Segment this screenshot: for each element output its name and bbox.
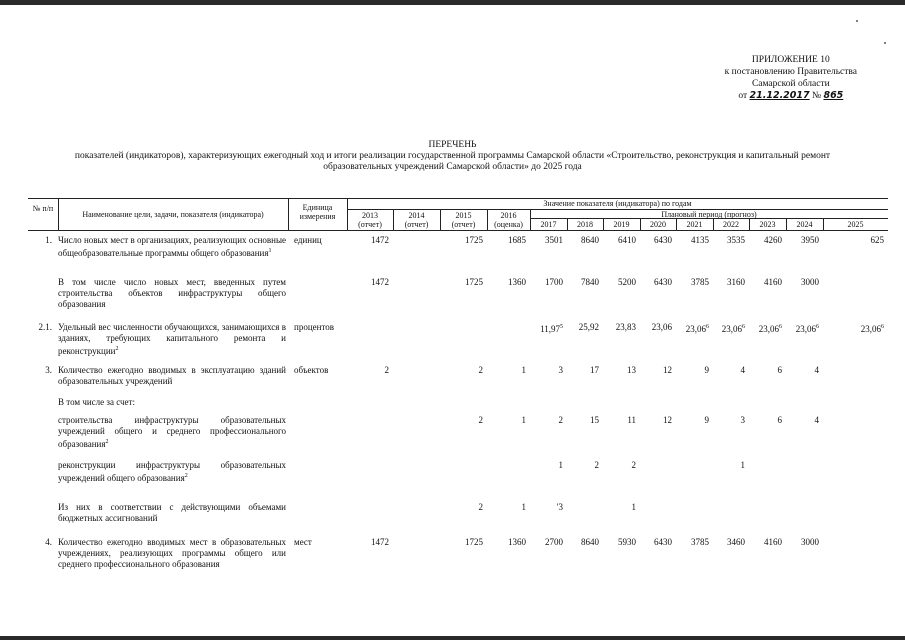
value-text: 4135 (691, 235, 709, 245)
year-header: 2017 (540, 220, 557, 229)
value-text: 3 (558, 365, 563, 375)
value-text: 3535 (727, 235, 745, 245)
indicator-unit: мест (294, 537, 312, 547)
value-text: 2 (558, 415, 563, 425)
indicator-text: В том числе за счет: (58, 397, 135, 407)
indicator-value (640, 365, 672, 376)
scan-speck (856, 20, 858, 22)
row-number: 3. (45, 365, 52, 375)
handwritten-number: 865 (823, 90, 844, 101)
indicator-name (58, 537, 286, 570)
indicator-value (440, 502, 483, 513)
indicator-name (58, 460, 286, 484)
value-footnote-ref: 6 (742, 324, 745, 330)
indicator-value (786, 415, 819, 426)
indicator-value (530, 322, 563, 335)
indicator-value (786, 277, 819, 288)
indicator-value (440, 277, 483, 288)
indicator-value (567, 460, 599, 471)
year-header: 2024 (796, 220, 813, 229)
appendix-region: Самарской области (751, 79, 830, 89)
value-text: 23,06 (758, 324, 779, 334)
indicator-value (713, 235, 745, 246)
indicator-text: Количество ежегодно вводимых в эксплуатацию зданий образовательных учреждений (58, 365, 286, 386)
value-text: 2700 (545, 537, 563, 547)
year-header: 2023 (759, 220, 776, 229)
value-text: 5930 (618, 537, 636, 547)
indicator-value (786, 235, 819, 246)
value-text: 1472 (371, 235, 389, 245)
value-text: 4260 (764, 235, 782, 245)
indicator-value (713, 365, 745, 376)
value-text: 1725 (465, 277, 483, 287)
indicator-name (58, 397, 286, 408)
value-text: 23,83 (615, 322, 636, 332)
value-text: 9 (704, 415, 709, 425)
year-note: (отчет) (404, 220, 429, 229)
indicator-value (640, 277, 672, 288)
value-text: 3785 (691, 277, 709, 287)
indicator-value (487, 277, 526, 288)
value-text: 3501 (545, 235, 563, 245)
value-text: 1 (521, 415, 526, 425)
value-text: 25,92 (578, 322, 599, 332)
value-text: 9 (704, 365, 709, 375)
value-text: 12 (663, 365, 672, 375)
value-text: 1360 (508, 537, 526, 547)
indicator-value (823, 322, 884, 335)
value-text: 2 (384, 365, 389, 375)
value-text: 6 (777, 365, 782, 375)
row-number: 4. (45, 537, 52, 547)
indicator-value (440, 365, 483, 376)
indicator-name (58, 502, 286, 524)
value-text: 23,06 (685, 324, 706, 334)
value-text: 4 (814, 365, 819, 375)
indicator-value (749, 235, 782, 246)
indicator-value (640, 415, 672, 426)
indicator-value (440, 415, 483, 426)
value-footnote-ref: 6 (816, 324, 819, 330)
value-text: 17 (590, 365, 599, 375)
document-title: ПЕРЕЧЕНЬ (428, 140, 477, 150)
value-footnote-ref: 6 (706, 324, 709, 330)
year-header: 2025 (847, 220, 864, 229)
indicator-value (603, 235, 636, 246)
indicator-value (487, 502, 526, 513)
appendix-date-line (725, 90, 857, 102)
indicator-value (713, 460, 745, 471)
value-text: 6410 (618, 235, 636, 245)
indicator-value (567, 277, 599, 288)
document-subtitle-line2: образовательных учреждений Самарской области» до 2025 года (323, 162, 582, 172)
year-header: 2018 (577, 220, 593, 229)
indicator-value (567, 537, 599, 548)
value-text: 6430 (654, 235, 672, 245)
indicator-name (58, 322, 286, 357)
number-prefix: № (812, 91, 822, 101)
value-text: 12 (663, 415, 672, 425)
value-text: '3 (556, 502, 563, 512)
value-text: 15 (590, 415, 599, 425)
indicator-value (676, 415, 709, 426)
value-text: 23,06 (860, 324, 881, 334)
indicator-value (567, 322, 599, 333)
indicator-value (487, 537, 526, 548)
indicator-value (749, 415, 782, 426)
indicator-value (347, 537, 389, 548)
year-header: 2015 (455, 211, 472, 220)
footnote-ref: 1 (268, 248, 272, 254)
indicator-value (347, 235, 389, 246)
value-text: 13 (627, 365, 636, 375)
value-text: 3460 (727, 537, 745, 547)
year-note: (оценка) (494, 220, 523, 229)
year-header: 2021 (686, 220, 703, 229)
value-text: 23,06 (721, 324, 742, 334)
value-text: 2 (631, 460, 636, 470)
row-number: 2.1. (38, 322, 52, 332)
value-text: 1685 (508, 235, 526, 245)
indicator-value (530, 415, 563, 426)
value-text: 1700 (545, 277, 563, 287)
handwritten-date: 21.12.2017 (749, 90, 810, 101)
header-bottom-rule (28, 230, 888, 231)
value-text: 625 (870, 235, 884, 245)
indicator-value (749, 537, 782, 548)
value-text: 1 (631, 502, 636, 512)
header-values: Значение показателя (индикатора) по годам (543, 199, 692, 208)
value-text: 1 (521, 365, 526, 375)
indicator-text: Из них в соответствии с действующими объемами бюджетных ассигнований (58, 502, 286, 523)
value-text: 2 (478, 365, 483, 375)
indicator-value (676, 537, 709, 548)
year-header: 2013 (362, 211, 378, 220)
value-text: 1 (521, 502, 526, 512)
row-number: 1. (45, 235, 52, 245)
value-text: 1725 (465, 537, 483, 547)
value-text: 1472 (371, 277, 389, 287)
value-text: 11,97 (540, 324, 560, 334)
indicator-value (487, 365, 526, 376)
value-text: 3785 (691, 537, 709, 547)
indicator-value (347, 277, 389, 288)
indicator-value (567, 365, 599, 376)
year-header: 2019 (613, 220, 630, 229)
footnote-ref: 2 (105, 439, 109, 445)
indicator-unit: процентов (294, 322, 335, 332)
scan-speck (884, 42, 886, 44)
indicator-value (676, 235, 709, 246)
value-text: 2 (478, 502, 483, 512)
indicator-value (603, 365, 636, 376)
indicator-name (58, 235, 286, 259)
indicator-name (58, 277, 286, 310)
indicator-value (786, 322, 819, 335)
indicator-value (749, 277, 782, 288)
value-text: 3160 (727, 277, 745, 287)
value-text: 3 (740, 415, 745, 425)
value-text: 6 (777, 415, 782, 425)
indicator-value (530, 460, 563, 471)
indicator-value (530, 537, 563, 548)
value-text: 1 (558, 460, 563, 470)
year-header: 2016 (500, 211, 517, 220)
indicator-value (786, 537, 819, 548)
value-text: 8640 (581, 235, 599, 245)
value-text: 6430 (654, 537, 672, 547)
indicator-value (487, 415, 526, 426)
date-prefix: от (738, 91, 748, 101)
value-text: 4160 (764, 537, 782, 547)
appendix-title: ПРИЛОЖЕНИЕ 10 (751, 55, 830, 65)
appendix-decree: к постановлению Правительства (724, 67, 857, 77)
indicator-value (440, 537, 483, 548)
value-footnote-ref: 6 (779, 324, 782, 330)
indicator-value (603, 322, 636, 333)
value-text: 5200 (618, 277, 636, 287)
indicator-value (567, 235, 599, 246)
indicator-value (786, 365, 819, 376)
year-note: (отчет) (451, 220, 476, 229)
year-header: 2020 (650, 220, 666, 229)
value-text: 2 (478, 415, 483, 425)
indicator-value (530, 365, 563, 376)
value-text: 2 (594, 460, 599, 470)
value-text: 4 (814, 415, 819, 425)
indicator-value (530, 502, 563, 513)
header-number: № п/п (32, 204, 54, 213)
header-planned-period: Плановый период (прогноз) (661, 210, 757, 219)
indicator-value (640, 322, 672, 333)
indicator-value (530, 277, 563, 288)
indicator-value (530, 235, 563, 246)
indicator-value (347, 365, 389, 376)
footnote-ref: 2 (115, 346, 119, 352)
indicator-value (713, 537, 745, 548)
scan-top-border (0, 0, 905, 5)
indicator-value (676, 365, 709, 376)
indicator-unit: объектов (294, 365, 329, 375)
header-unit: Единица измерения (299, 203, 336, 221)
indicator-value (603, 460, 636, 471)
value-text: 3000 (801, 277, 819, 287)
indicator-text: реконструкции инфраструктуры образовательных учреждений общего образования (58, 460, 286, 483)
document-subtitle-line1: показателей (индикаторов), характеризующих ежегодный ход и итоги реализации государственной программы Самарской области «Строительство, реконструкция и капитальный ремонт (74, 151, 831, 161)
indicator-value (676, 277, 709, 288)
indicator-value (603, 277, 636, 288)
value-text: 4 (740, 365, 745, 375)
value-text: 1725 (465, 235, 483, 245)
value-text: 1360 (508, 277, 526, 287)
value-text: 3000 (801, 537, 819, 547)
indicator-value (640, 235, 672, 246)
value-text: 7840 (581, 277, 599, 287)
value-text: 8640 (581, 537, 599, 547)
indicator-value (487, 235, 526, 246)
indicator-value (567, 415, 599, 426)
value-text: 1 (740, 460, 745, 470)
value-text: 23,06 (651, 322, 672, 332)
year-note: (отчет) (358, 220, 382, 229)
indicator-value (713, 322, 745, 335)
indicator-text: Число новых мест в организациях, реализующих основные общеобразовательные программы общего образования (58, 235, 286, 258)
value-text: 23,06 (795, 324, 816, 334)
indicator-value (713, 277, 745, 288)
scan-bottom-border (0, 636, 905, 640)
indicator-text: В том числе число новых мест, введенных путем строительства объектов инфраструктуры общего образования (58, 277, 286, 309)
indicator-value (603, 502, 636, 513)
col-divider (288, 198, 289, 230)
indicator-value (749, 322, 782, 335)
indicator-value (603, 537, 636, 548)
value-text: 11 (627, 415, 636, 425)
indicator-value (676, 322, 709, 335)
indicator-value (640, 537, 672, 548)
indicator-name (58, 365, 286, 387)
indicator-value (713, 415, 745, 426)
value-footnote-ref: 5 (560, 324, 563, 330)
col-divider (58, 198, 59, 230)
year-header: 2022 (723, 220, 739, 229)
header-name: Наименование цели, задачи, показателя (индикатора) (82, 210, 264, 219)
indicator-value (749, 365, 782, 376)
appendix-block (725, 54, 857, 102)
indicator-text: Количество ежегодно вводимых мест в образовательных учреждениях, реализующих программы общего или среднего профессионального образования (58, 537, 286, 569)
indicator-value (603, 415, 636, 426)
indicator-value (440, 235, 483, 246)
year-header: 2014 (408, 211, 425, 220)
value-text: 4160 (764, 277, 782, 287)
indicator-name (58, 415, 286, 450)
value-text: 1472 (371, 537, 389, 547)
indicator-value (823, 235, 884, 246)
indicator-text: строительства инфраструктуры образовательных учреждений общего и среднего профессионального образования (58, 415, 286, 449)
indicator-text: Удельный вес численности обучающихся, занимающихся в зданиях, требующих капитального ремонта и реконструкции (58, 322, 286, 356)
footnote-ref: 2 (184, 473, 188, 479)
value-text: 3950 (801, 235, 819, 245)
value-footnote-ref: 6 (881, 324, 884, 330)
value-text: 6430 (654, 277, 672, 287)
indicator-unit: единиц (294, 235, 322, 245)
